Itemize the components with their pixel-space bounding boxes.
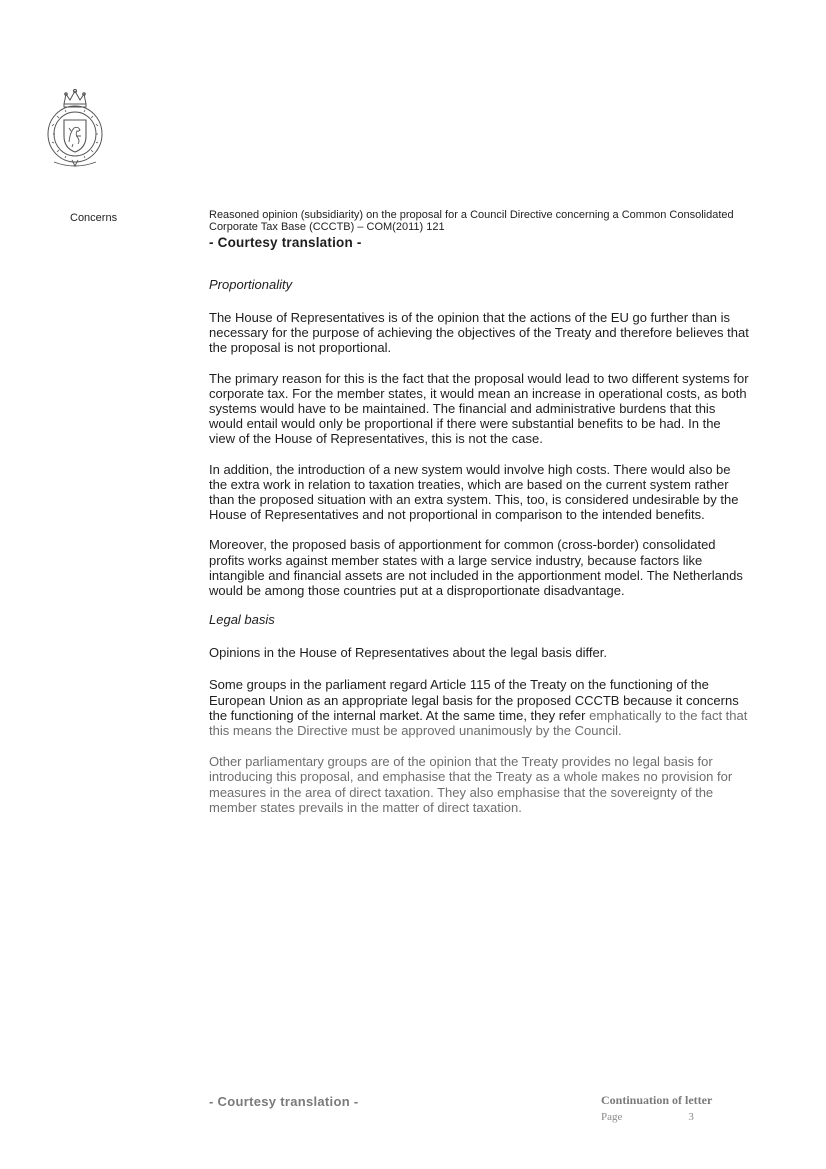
footer-page-info (601, 1093, 712, 1123)
subject-line-1: Reasoned opinion (subsidiarity) on the proposal for a Council Directive concerning a Common Consolidated (209, 209, 734, 221)
page-indicator (601, 1111, 712, 1123)
heading-legal-basis: Legal basis (209, 612, 275, 628)
paragraph-2: The primary reason for this is the fact that the proposal would lead to two different systems for corporate tax. For the member states, it would mean an increase in operational costs, as both systems would have to be maintained. The financial and administrative burdens that this would entail would only be proportional if there were substantial benefits to be had. In the view of the House of Representatives, this is not the case. (209, 370, 749, 447)
continuation-of-letter: Continuation of letter (601, 1093, 713, 1107)
paragraph-6-faded-text: emphatically to the fact that this means the Directive must be approved unanimously by the Council. (209, 707, 748, 739)
concerns-label: Concerns (70, 212, 118, 224)
paragraph-1: The House of Representatives is of the opinion that the actions of the EU go further than is necessary for the purpose of achieving the objectives of the Treaty and therefore believes that the proposal is not proportional. (209, 310, 749, 356)
letter-body (209, 209, 749, 815)
paragraph-3: In addition, the introduction of a new system would involve high costs. There would also be the extra work in relation to taxation treaties, which are based on the current system rather than the proposed situation with an extra system. This, too, is considered undesirable by the House of Representatives and not proportional in comparison to the intended benefits. (209, 461, 739, 523)
footer-courtesy-translation: - Courtesy translation - (209, 1094, 359, 1109)
heading-proportionality: Proportionality (209, 277, 293, 292)
paragraph-5: Opinions in the House of Representatives about the legal basis differ. (209, 645, 607, 661)
courtesy-translation-header: - Courtesy translation - (209, 235, 362, 250)
subject-line-2: Corporate Tax Base (CCCTB) – COM(2011) 121 (209, 221, 445, 233)
royal-coat-of-arms-icon (40, 86, 110, 168)
paragraph-6 (209, 677, 749, 738)
page-label: Page (601, 1111, 623, 1123)
paragraph-6-text: Some groups in the parliament regard Article 115 of the Treaty on the functioning of the European Union as an appropriate legal basis for the proposed CCCTB because it concerns the functioning of the internal market. At the same time, they refer (209, 677, 739, 723)
paragraph-7: Other parliamentary groups are of the opinion that the Treaty provides no legal basis for introducing this proposal, and emphasise that the Treaty as a whole makes no provision for measures in the area of direct taxation. They also emphasise that the sovereignty of the member states prevails in the matter of direct taxation. (209, 754, 733, 815)
page-number: 3 (688, 1111, 694, 1123)
paragraph-4: Moreover, the proposed basis of apportionment for common (cross-border) consolidated profits works against member states with a large service industry, because factors like intangible and financial assets are not included in the apportionment model. The Netherlands would be among those countries put at a disproportionate disadvantage. (209, 537, 743, 599)
